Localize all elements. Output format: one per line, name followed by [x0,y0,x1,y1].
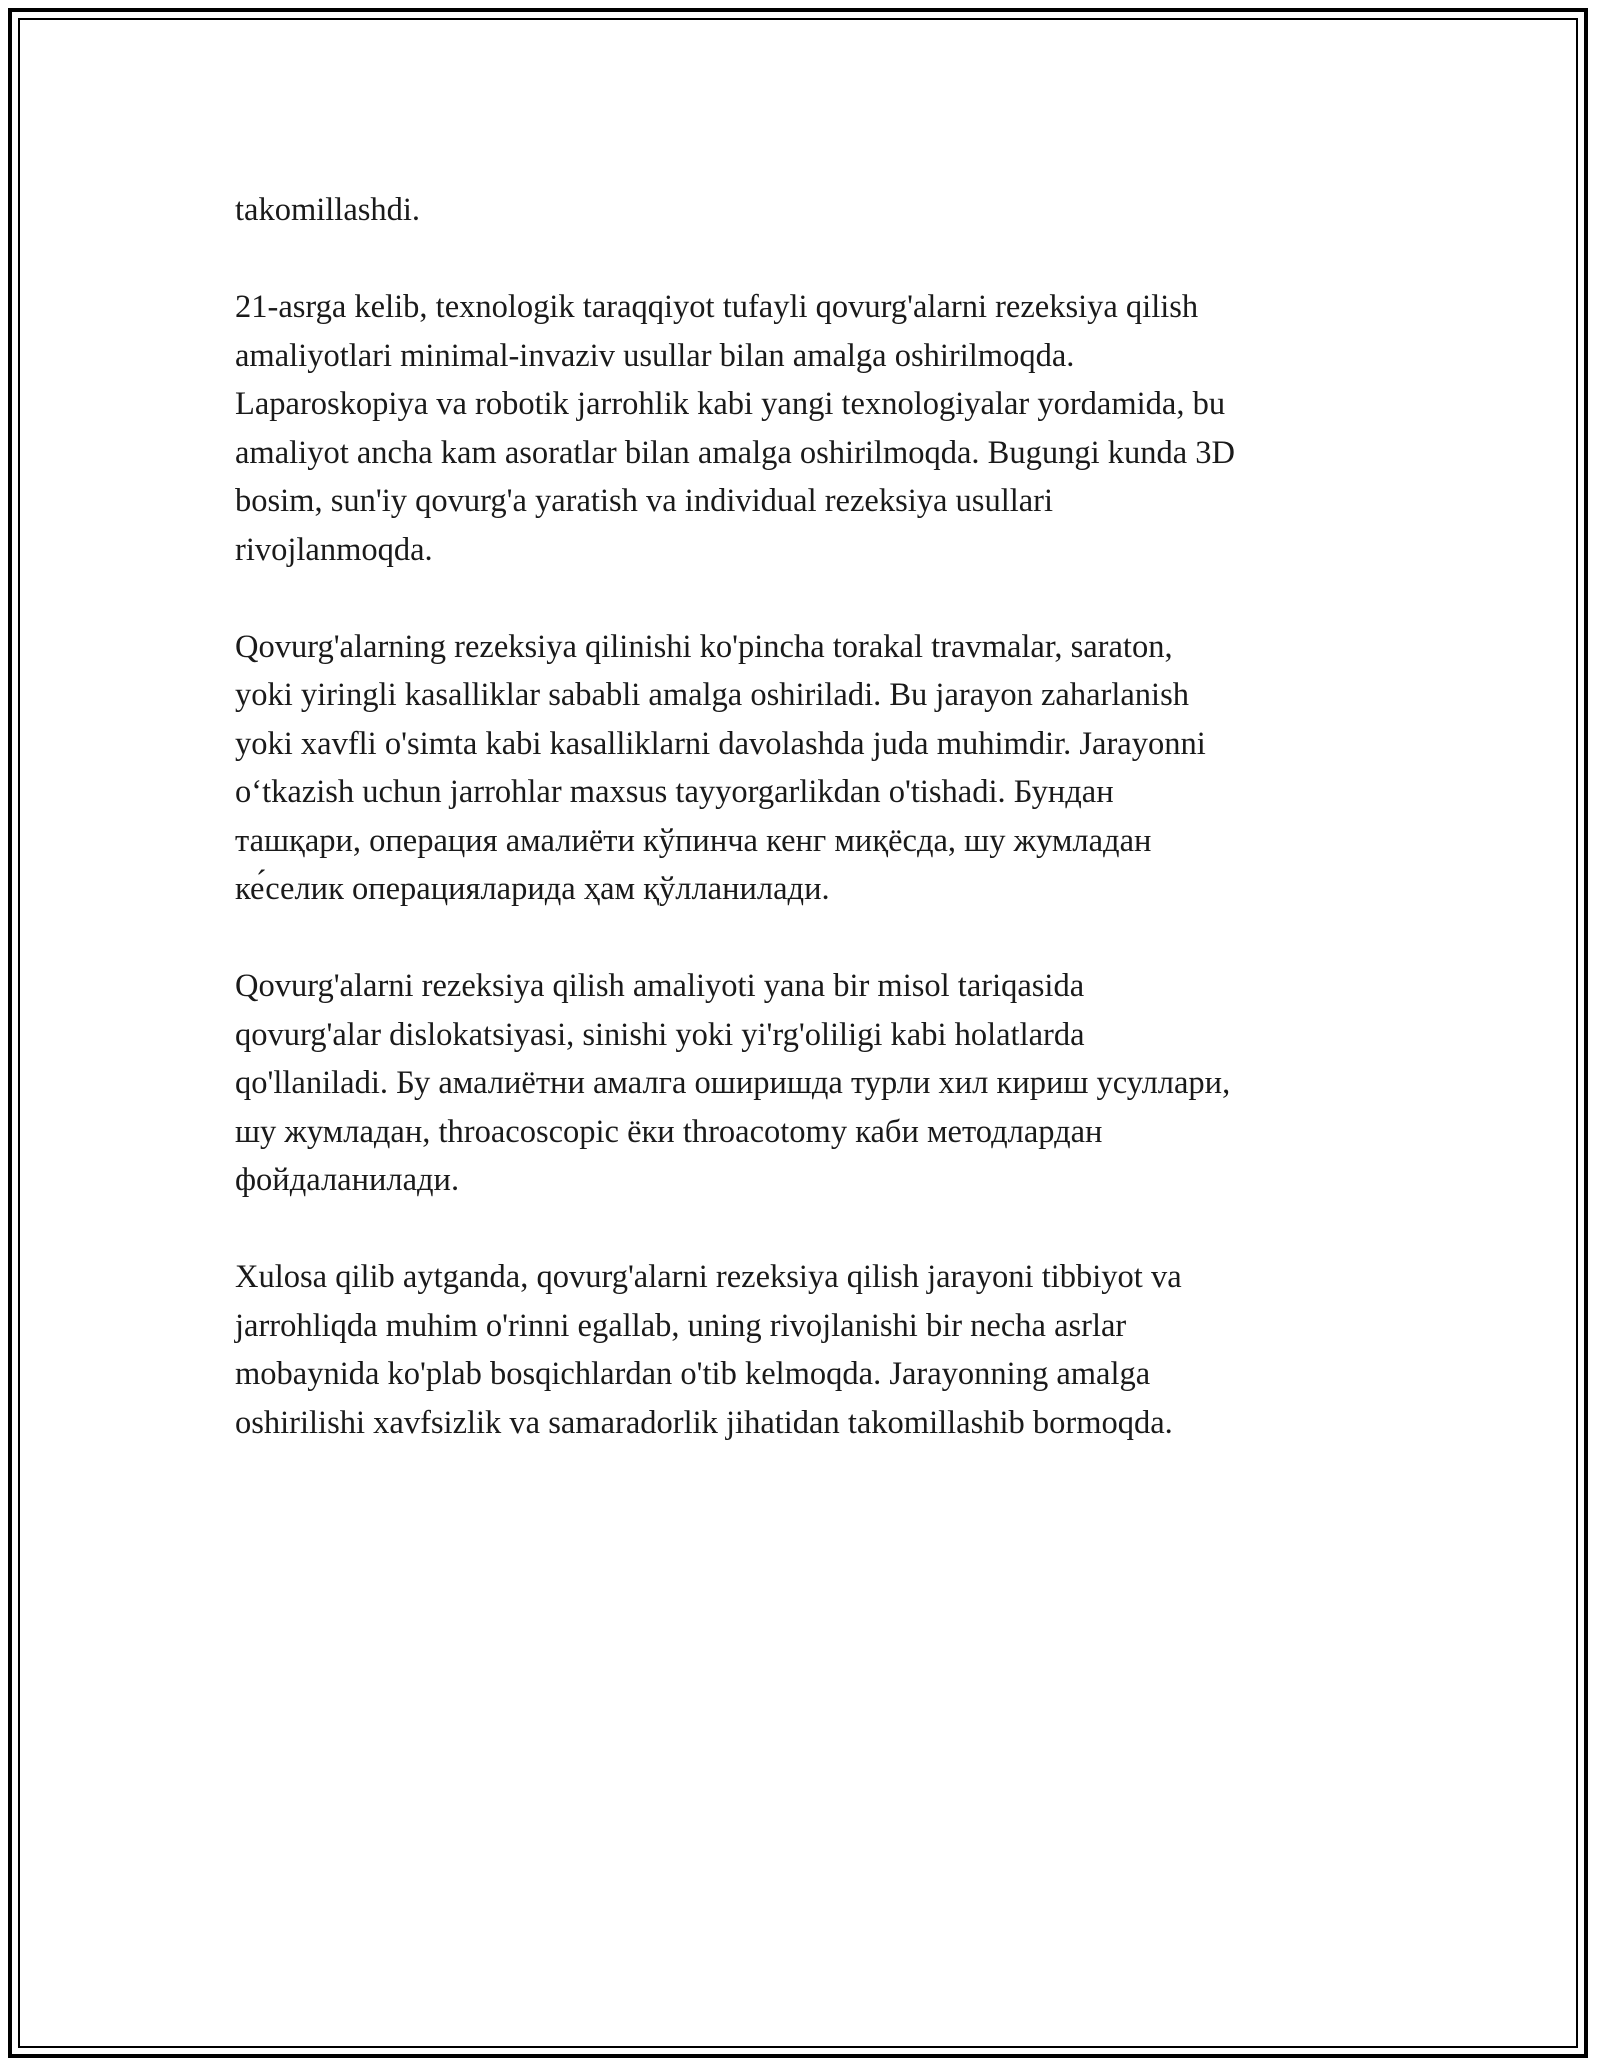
text-line: yoki yiringli kasalliklar sababli amalga oshiriladi. Bu jarayon zaharlanish [235,677,1189,713]
text-line: mobaynida ko'plab bosqichlardan o'tib kelmoqda. Jarayonning amalga [235,1356,1151,1392]
text-line: amaliyot ancha kam asoratlar bilan amalga oshirilmoqda. Bugungi kunda 3D [235,434,1236,471]
text-line: qo'llaniladi. Бу амалиётни амалга оширишда турли хил кириш усуллари, [235,1065,1231,1101]
text-line: шу жумладан, throacoscopic ёки throacotomy каби методлардан [235,1113,1103,1150]
text-line: yoki xavfli o'simta kabi kasalliklarni davolashda juda muhimdir. Jarayonni [235,725,1206,762]
text-line: oshirilishi xavfsizlik va samaradorlik jihatidan takomillashib bormoqda. [235,1404,1173,1441]
text-line: 21-asrga kelib, texnologik taraqqiyot tufayli qovurg'alarni rezeksiya qilish [235,289,1199,325]
paragraph-5 [235,1253,1375,1447]
paragraph-2 [235,283,1375,574]
text-line: Qovurg'alarni rezeksiya qilish amaliyoti yana bir misol tariqasida [235,968,1085,1004]
text-line: jarrohliqda muhim o'rinni egallab, uning rivojlanishi bir necha asrlar [235,1307,1127,1344]
text-line: ташқари, операция амалиёти кўпинча кенг миқёсда, шу жумладан [235,822,1152,859]
paragraph-3 [235,623,1375,914]
paragraph-4 [235,962,1375,1205]
text-line: rivojlanmoqda. [235,531,433,568]
text-line: Xulosa qilib aytganda, qovurg'alarni rezeksiya qilish jarayoni tibbiyot va [235,1259,1182,1295]
text-line: ке́селик операцияларида ҳам қўлланилади. [235,871,830,907]
text-line: фойдаланилади. [235,1162,460,1198]
text-line: Qovurg'alarning rezeksiya qilinishi ko'pincha torakal travmalar, saraton, [235,628,1173,665]
paragraph-1 [235,186,1375,235]
document-body [235,186,1375,1496]
text-line: takomillashdi. [235,192,421,228]
text-line: Laparoskopiya va robotik jarrohlik kabi yangi texnologiyalar yordamida, bu [235,386,1226,422]
text-line: amaliyotlari minimal-invaziv usullar bilan amalga oshirilmoqda. [235,337,1075,374]
text-line: bosim, sun'iy qovurg'a yaratish va individual rezeksiya usullari [235,483,1054,519]
text-line: qovurg'alar dislokatsiyasi, sinishi yoki yi'rg'oliligi kabi holatlarda [235,1016,1085,1053]
text-line: o‘tkazish uchun jarrohlar maxsus tayyorgarlikdan o'tishadi. Бундан [235,774,1114,810]
